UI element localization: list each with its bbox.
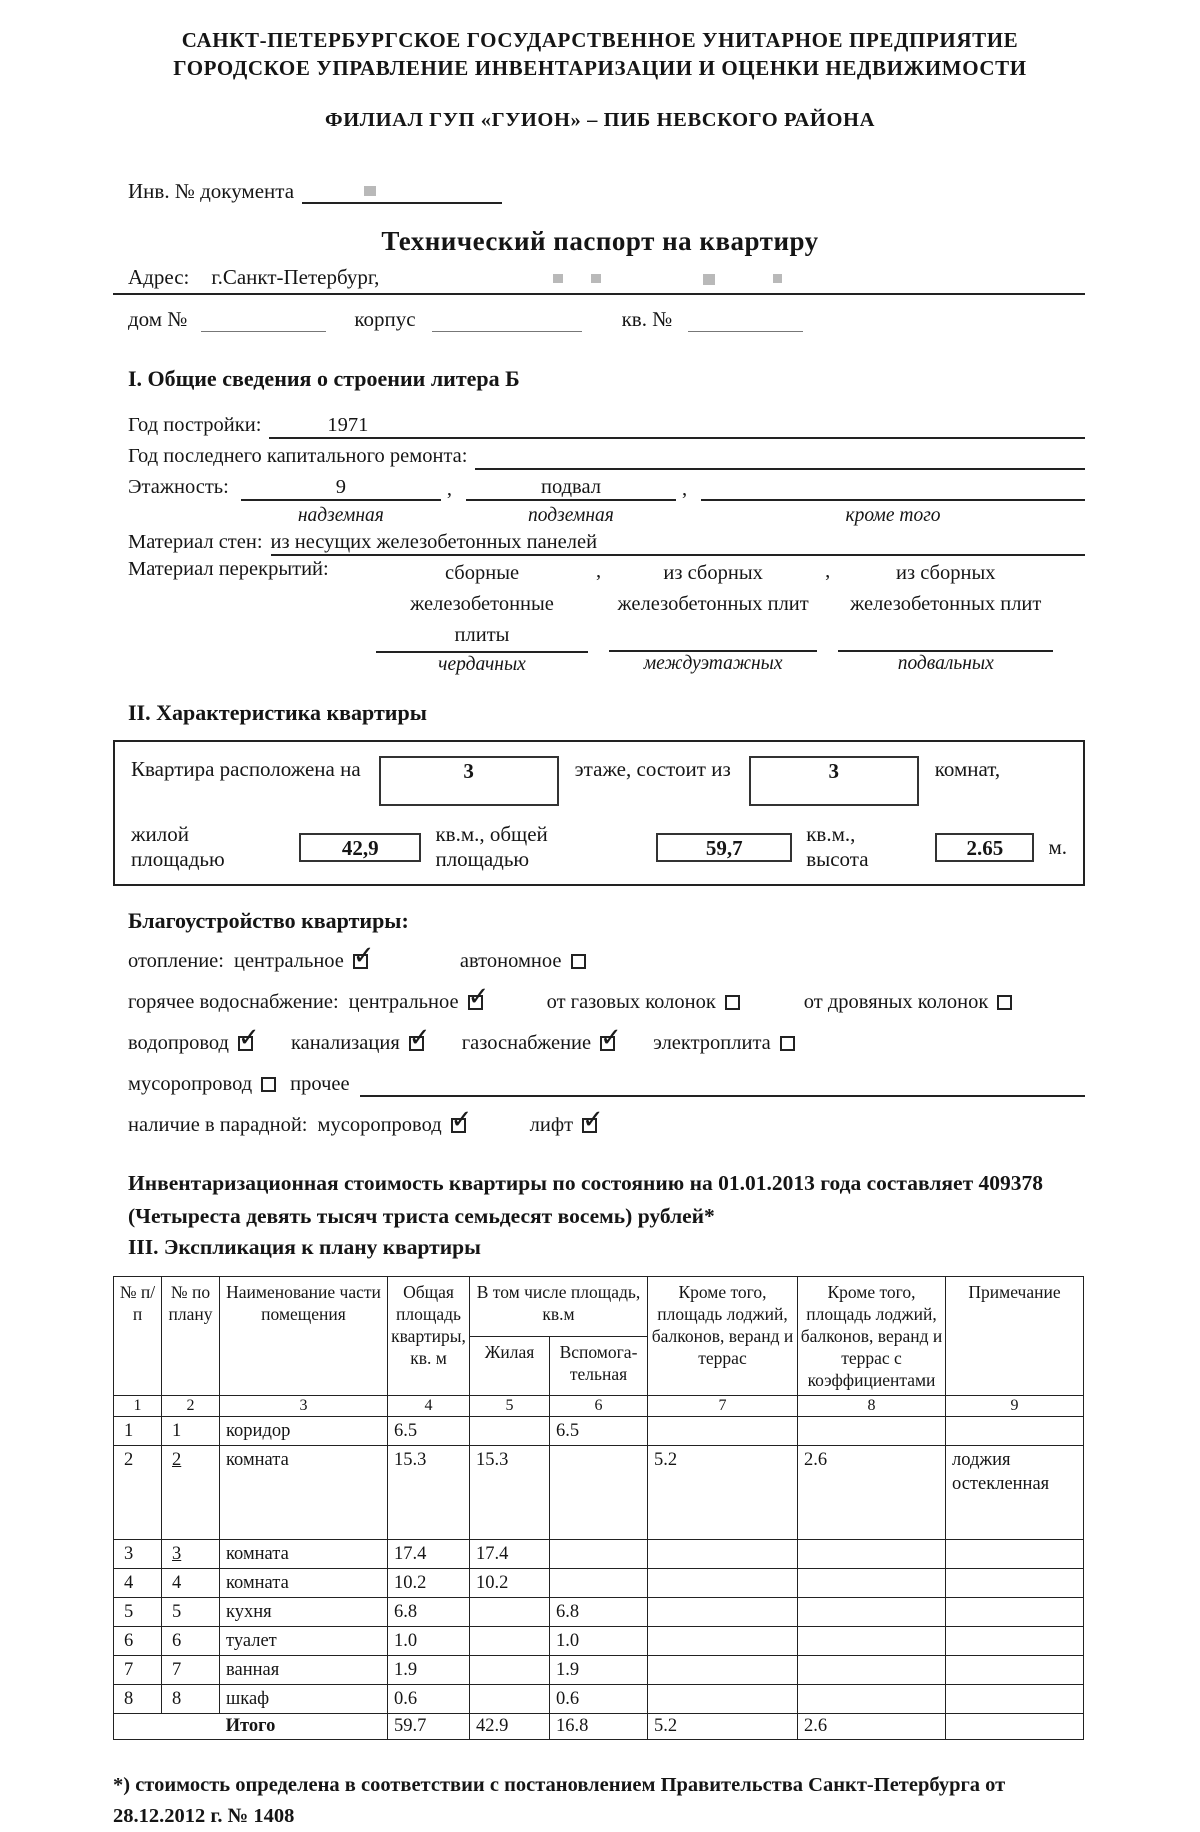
cell-note bbox=[946, 1569, 1084, 1598]
cell-balcony: 5.2 bbox=[648, 1446, 798, 1540]
cell-npp: 5 bbox=[114, 1598, 162, 1627]
cell-name: ванная bbox=[220, 1656, 388, 1685]
floors-above-note: надземная bbox=[297, 505, 384, 526]
hot-water-label: горячее водоснабжение: bbox=[128, 990, 339, 1013]
cell-npp: 6 bbox=[114, 1627, 162, 1656]
total-aux-value: 16.8 bbox=[550, 1714, 648, 1740]
cell-note bbox=[946, 1656, 1084, 1685]
floors-above-field[interactable]: 9 bbox=[241, 474, 441, 501]
cell-npp: 2 bbox=[114, 1446, 162, 1540]
header-name: Наименование части помещения bbox=[220, 1277, 388, 1396]
table-row bbox=[114, 1446, 1084, 1540]
cell-npp: 7 bbox=[114, 1656, 162, 1685]
hot-water-gas-checkbox[interactable] bbox=[725, 995, 740, 1010]
total-balcony-coef-value: 2.6 bbox=[798, 1714, 946, 1740]
section1-heading: I. Общие сведения о строении литера Б bbox=[128, 366, 520, 391]
cell-aux bbox=[550, 1446, 648, 1540]
col-number: 7 bbox=[648, 1396, 798, 1417]
cell-living bbox=[470, 1598, 550, 1627]
cell-balcony bbox=[648, 1598, 798, 1627]
cell-balcony-coef bbox=[798, 1656, 946, 1685]
table-row bbox=[114, 1540, 1084, 1569]
cell-aux bbox=[550, 1540, 648, 1569]
cell-nplan: 2 bbox=[162, 1446, 220, 1540]
electric-stove-checkbox[interactable] bbox=[780, 1036, 795, 1051]
slabs-basement-field[interactable]: из сборных железобетонных плит bbox=[838, 558, 1053, 652]
entrance-row bbox=[128, 1111, 1085, 1139]
water-label: водопровод bbox=[128, 1031, 229, 1054]
slabs-interfloor-field[interactable]: из сборных железобетонных плит bbox=[609, 558, 817, 652]
total-label: Итого bbox=[114, 1714, 388, 1740]
cell-nplan: 6 bbox=[162, 1627, 220, 1656]
col-number: 1 bbox=[114, 1396, 162, 1417]
table-row bbox=[114, 1685, 1084, 1714]
house-number-field[interactable] bbox=[201, 308, 326, 332]
total-balcony-value: 5.2 bbox=[648, 1714, 798, 1740]
cell-total: 10.2 bbox=[388, 1569, 470, 1598]
rooms-suffix: комнат, bbox=[934, 757, 1001, 781]
cell-nplan: 1 bbox=[162, 1417, 220, 1446]
gas-label: газоснабжение bbox=[461, 1031, 592, 1054]
col-number: 8 bbox=[798, 1396, 946, 1417]
cell-balcony-coef bbox=[798, 1598, 946, 1627]
walls-row bbox=[128, 529, 1085, 556]
other-label: прочее bbox=[290, 1072, 350, 1095]
section3-heading: III. Экспликация к плану квартиры bbox=[128, 1235, 481, 1259]
walls-label: Материал стен: bbox=[128, 531, 263, 553]
cell-balcony-coef: 2.6 bbox=[798, 1446, 946, 1540]
cell-balcony-coef bbox=[798, 1569, 946, 1598]
column-numbering-row bbox=[114, 1396, 1084, 1417]
col-number: 2 bbox=[162, 1396, 220, 1417]
branch-name: ФИЛИАЛ ГУП «ГУИОН» – ПИБ НЕВСКОГО РАЙОНА bbox=[325, 109, 875, 131]
slabs-attic-note: чердачных bbox=[438, 654, 526, 675]
cell-balcony bbox=[648, 1685, 798, 1714]
cell-npp: 4 bbox=[114, 1569, 162, 1598]
total-row bbox=[114, 1714, 1084, 1740]
address-city: г.Санкт-Петербург, bbox=[211, 265, 380, 289]
cell-balcony-coef bbox=[798, 1417, 946, 1446]
cell-npp: 3 bbox=[114, 1540, 162, 1569]
cell-note bbox=[946, 1540, 1084, 1569]
header-npp: № п/п bbox=[114, 1277, 162, 1396]
floor-value-box[interactable]: 3 bbox=[379, 756, 559, 806]
house-row bbox=[128, 307, 1085, 332]
electric-stove-label: электроплита bbox=[653, 1031, 771, 1054]
col-number: 5 bbox=[470, 1396, 550, 1417]
valuation-text: Инвентаризационная стоимость квартиры по состоянию на 01.01.2013 года составляет 409378 (Четыреста девять тысяч триста семьдесят восемь) рублей* bbox=[128, 1171, 1044, 1228]
other-field[interactable] bbox=[360, 1071, 1085, 1097]
cell-total: 1.9 bbox=[388, 1656, 470, 1685]
walls-field[interactable]: из несущих железобетонных панелей bbox=[271, 529, 1085, 556]
header-balcony: Кроме того, площадь лоджий, балконов, веранд и террас bbox=[648, 1277, 798, 1396]
building-field[interactable] bbox=[432, 308, 582, 332]
header-note: Примечание bbox=[946, 1277, 1084, 1396]
cell-balcony bbox=[648, 1656, 798, 1685]
year-repair-row bbox=[128, 443, 1085, 470]
floors-below-note: подземная bbox=[528, 505, 614, 526]
cell-balcony bbox=[648, 1569, 798, 1598]
hot-water-gas-label: от газовых колонок bbox=[546, 990, 716, 1013]
cell-balcony bbox=[648, 1417, 798, 1446]
slabs-interfloor-note: междуэтажных bbox=[643, 653, 783, 674]
comma: , bbox=[446, 478, 452, 500]
cell-total: 15.3 bbox=[388, 1446, 470, 1540]
apartment-label: кв. № bbox=[621, 307, 673, 331]
utilities-row bbox=[128, 1029, 1085, 1057]
table-row bbox=[114, 1569, 1084, 1598]
address-label: Адрес: bbox=[128, 265, 190, 289]
sewer-checkbox[interactable] bbox=[409, 1036, 424, 1051]
cell-name: комната bbox=[220, 1569, 388, 1598]
cell-name: кухня bbox=[220, 1598, 388, 1627]
hot-water-wood-label: от дровяных колонок bbox=[803, 990, 989, 1013]
cell-note bbox=[946, 1685, 1084, 1714]
cell-balcony bbox=[648, 1627, 798, 1656]
cell-name: коридор bbox=[220, 1417, 388, 1446]
cell-name: комната bbox=[220, 1446, 388, 1540]
org-name-line2: ГОРОДСКОЕ УПРАВЛЕНИЕ ИНВЕНТАРИЗАЦИИ И ОЦЕНКИ НЕДВИЖИМОСТИ bbox=[173, 56, 1027, 80]
explication-table bbox=[113, 1276, 1084, 1740]
cell-aux bbox=[550, 1569, 648, 1598]
gas-checkbox[interactable] bbox=[600, 1036, 615, 1051]
table-row bbox=[114, 1656, 1084, 1685]
apartment-characteristics-box bbox=[113, 740, 1085, 886]
entrance-label: наличие в парадной: bbox=[128, 1113, 308, 1136]
cell-total: 6.5 bbox=[388, 1417, 470, 1446]
comma: , bbox=[681, 478, 688, 500]
slabs-label: Материал перекрытий: bbox=[128, 558, 329, 580]
section2-heading: II. Характеристика квартиры bbox=[128, 700, 427, 725]
cell-total: 6.8 bbox=[388, 1598, 470, 1627]
heating-label: отопление: bbox=[128, 949, 224, 972]
year-repair-field[interactable] bbox=[475, 443, 1085, 470]
col-number: 4 bbox=[388, 1396, 470, 1417]
heating-auto-checkbox[interactable] bbox=[571, 954, 586, 969]
living-area-box[interactable]: 42,9 bbox=[299, 833, 421, 862]
col-number: 6 bbox=[550, 1396, 648, 1417]
rooms-value-box[interactable]: 3 bbox=[749, 756, 919, 806]
col-number: 9 bbox=[946, 1396, 1084, 1417]
garbage-chute-checkbox[interactable] bbox=[261, 1077, 276, 1092]
cell-npp: 8 bbox=[114, 1685, 162, 1714]
col-number: 3 bbox=[220, 1396, 388, 1417]
cell-aux: 0.6 bbox=[550, 1685, 648, 1714]
cell-balcony-coef bbox=[798, 1627, 946, 1656]
year-repair-label: Год последнего капитального ремонта: bbox=[128, 445, 468, 467]
total-area-box[interactable]: 59,7 bbox=[656, 833, 792, 862]
table-row bbox=[114, 1598, 1084, 1627]
cell-name: комната bbox=[220, 1540, 388, 1569]
apartment-field[interactable] bbox=[688, 308, 803, 332]
table-header-row bbox=[114, 1277, 1084, 1337]
heating-central-label: центральное bbox=[233, 949, 344, 972]
hot-water-wood-checkbox[interactable] bbox=[997, 995, 1012, 1010]
cell-aux: 1.9 bbox=[550, 1656, 648, 1685]
heating-central-checkbox[interactable] bbox=[353, 954, 368, 969]
year-built-label: Год постройки: bbox=[128, 414, 262, 436]
redaction-mark bbox=[553, 274, 563, 283]
floors-below-field[interactable]: подвал bbox=[466, 474, 676, 501]
entrance-garbage-label: мусоропровод bbox=[317, 1113, 442, 1136]
floors-label: Этажность: bbox=[128, 476, 229, 498]
redaction-mark bbox=[703, 274, 715, 285]
inventory-number-label: Инв. № документа bbox=[128, 179, 295, 203]
org-name-line1: САНКТ-ПЕТЕРБУРГСКОЕ ГОСУДАРСТВЕННОЕ УНИТАРНОЕ ПРЕДПРИЯТИЕ bbox=[181, 28, 1019, 52]
height-suffix: м. bbox=[1048, 834, 1067, 859]
house-number-label: дом № bbox=[128, 307, 188, 331]
header-included-area: В том числе площадь, кв.м bbox=[470, 1277, 648, 1337]
header-balcony-coef: Кроме того, площадь лоджий, балконов, веранд и террас с коэффициентами bbox=[798, 1277, 946, 1396]
cell-aux: 1.0 bbox=[550, 1627, 648, 1656]
floors-other-field[interactable] bbox=[701, 474, 1085, 501]
page-title: Технический паспорт на квартиру bbox=[381, 226, 819, 256]
cell-total: 0.6 bbox=[388, 1685, 470, 1714]
floors-other-note: кроме того bbox=[845, 505, 941, 526]
table-row bbox=[114, 1417, 1084, 1446]
inventory-number-field[interactable] bbox=[302, 178, 502, 204]
cell-name: шкаф bbox=[220, 1685, 388, 1714]
cell-balcony-coef bbox=[798, 1540, 946, 1569]
comma: , bbox=[596, 560, 602, 582]
header-total-area: Общая площадь квартиры, кв. м bbox=[388, 1277, 470, 1396]
hot-water-central-label: центральное bbox=[348, 990, 459, 1013]
cell-note bbox=[946, 1627, 1084, 1656]
water-checkbox[interactable] bbox=[238, 1036, 253, 1051]
total-note bbox=[946, 1714, 1084, 1740]
redaction-mark bbox=[364, 186, 376, 196]
heating-auto-label: автономное bbox=[459, 949, 562, 972]
cell-nplan: 8 bbox=[162, 1685, 220, 1714]
header-living: Жилая bbox=[470, 1336, 550, 1396]
cell-aux: 6.5 bbox=[550, 1417, 648, 1446]
cell-living: 17.4 bbox=[470, 1540, 550, 1569]
total-area-value: 59.7 bbox=[388, 1714, 470, 1740]
redaction-mark bbox=[773, 274, 782, 283]
year-built-field[interactable]: 1971 bbox=[269, 412, 1085, 439]
redaction-mark bbox=[591, 274, 601, 283]
cell-note: лоджия остекленная bbox=[946, 1446, 1084, 1540]
cell-living bbox=[470, 1417, 550, 1446]
header-nplan: № по плану bbox=[162, 1277, 220, 1396]
amenities-heading: Благоустройство квартиры: bbox=[128, 908, 409, 933]
heating-row bbox=[128, 947, 1085, 975]
hot-water-central-checkbox[interactable] bbox=[468, 995, 483, 1010]
cell-living bbox=[470, 1656, 550, 1685]
slabs-basement-note: подвальных bbox=[897, 653, 994, 674]
sewer-label: канализация bbox=[290, 1031, 400, 1054]
cell-living: 15.3 bbox=[470, 1446, 550, 1540]
cell-nplan: 3 bbox=[162, 1540, 220, 1569]
entrance-garbage-checkbox[interactable] bbox=[451, 1118, 466, 1133]
cell-balcony-coef bbox=[798, 1685, 946, 1714]
cell-nplan: 4 bbox=[162, 1569, 220, 1598]
located-label: Квартира расположена на bbox=[131, 757, 361, 781]
cell-note bbox=[946, 1598, 1084, 1627]
floor-suffix: этаже, состоит из bbox=[574, 757, 731, 781]
total-living-value: 42.9 bbox=[470, 1714, 550, 1740]
cell-aux: 6.8 bbox=[550, 1598, 648, 1627]
inventory-number-row bbox=[128, 178, 1200, 204]
height-box[interactable]: 2.65 bbox=[935, 833, 1034, 862]
cell-total: 1.0 bbox=[388, 1627, 470, 1656]
area-line bbox=[131, 822, 1067, 872]
address-row bbox=[113, 265, 1085, 295]
cell-name: туалет bbox=[220, 1627, 388, 1656]
table-row bbox=[114, 1627, 1084, 1656]
cell-npp: 1 bbox=[114, 1417, 162, 1446]
cell-living bbox=[470, 1627, 550, 1656]
cell-living bbox=[470, 1685, 550, 1714]
living-area-suffix: кв.м., общей площадью bbox=[435, 822, 548, 871]
year-built-row bbox=[128, 412, 1085, 439]
garbage-chute-label: мусоропровод bbox=[128, 1072, 253, 1095]
living-area-label: жилой площадью bbox=[131, 822, 225, 871]
cell-balcony bbox=[648, 1540, 798, 1569]
entrance-lift-checkbox[interactable] bbox=[582, 1118, 597, 1133]
comma: , bbox=[825, 560, 831, 582]
entrance-lift-label: лифт bbox=[529, 1113, 574, 1136]
slabs-attic-field[interactable]: сборные железобетонные плиты bbox=[376, 558, 588, 653]
header-aux: Вспомога-тельная bbox=[550, 1336, 648, 1396]
cell-note bbox=[946, 1417, 1084, 1446]
total-area-suffix: кв.м., высота bbox=[806, 822, 869, 871]
cell-living: 10.2 bbox=[470, 1569, 550, 1598]
floors-row bbox=[128, 474, 1085, 529]
cell-nplan: 5 bbox=[162, 1598, 220, 1627]
footnote: *) стоимость определена в соответствии с постановлением Правительства Санкт-Петербурга от 28.12.2012 г. № 1408 bbox=[113, 1774, 1006, 1827]
floor-rooms-line bbox=[131, 756, 1067, 806]
hot-water-row bbox=[128, 988, 1085, 1016]
slabs-row bbox=[128, 558, 1085, 676]
cell-total: 17.4 bbox=[388, 1540, 470, 1569]
cell-nplan: 7 bbox=[162, 1656, 220, 1685]
garbage-row bbox=[128, 1070, 1085, 1098]
building-label: корпус bbox=[354, 307, 416, 331]
